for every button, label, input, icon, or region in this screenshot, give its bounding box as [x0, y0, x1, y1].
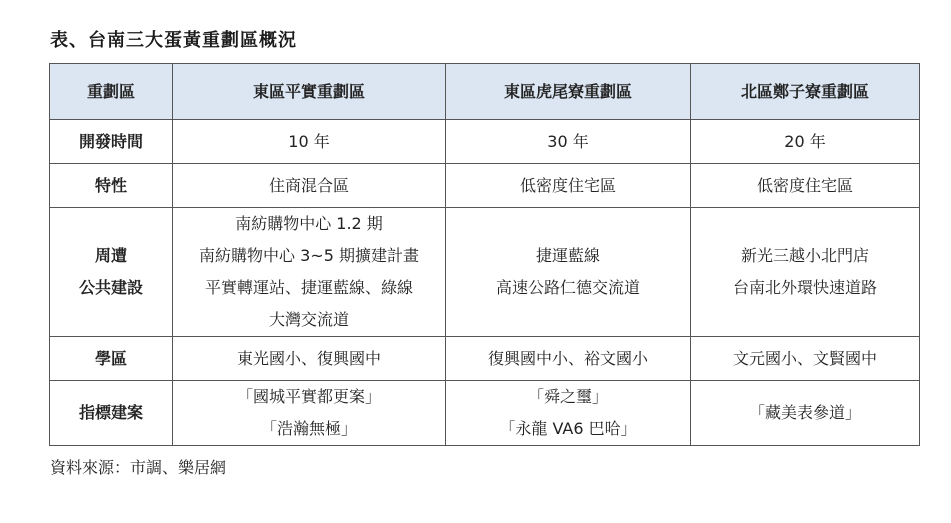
- table-cell: 「舜之璽」 「永龍 VA6 巴哈」: [446, 381, 691, 446]
- table-row: [50, 337, 920, 381]
- table-cell: 低密度住宅區: [446, 164, 691, 208]
- row-label-public-facilities: 周遭 公共建設: [50, 208, 173, 337]
- table-cell: 低密度住宅區: [691, 164, 920, 208]
- table-row: [50, 208, 920, 337]
- row-label-characteristics: 特性: [50, 164, 173, 208]
- table-cell: 復興國中小、裕文國小: [446, 337, 691, 381]
- table-header-row: [50, 64, 920, 120]
- row-label-landmark-projects: 指標建案: [50, 381, 173, 446]
- table-cell: 住商混合區: [173, 164, 446, 208]
- header-cell-zone: 重劃區: [50, 64, 173, 120]
- header-cell-pingshi: 東區平實重劃區: [173, 64, 446, 120]
- table-cell: 20 年: [691, 120, 920, 164]
- redevelopment-comparison-table: [49, 63, 920, 446]
- header-cell-huweiliao: 東區虎尾寮重劃區: [446, 64, 691, 120]
- table-row: [50, 120, 920, 164]
- table-cell: 30 年: [446, 120, 691, 164]
- table-cell: 「藏美表參道」: [691, 381, 920, 446]
- table-cell: 10 年: [173, 120, 446, 164]
- header-cell-zhengziliao: 北區鄭子寮重劃區: [691, 64, 920, 120]
- table-cell: 南紡購物中心 1.2 期 南紡購物中心 3~5 期擴建計畫 平實轉運站、捷運藍線、綠線 大灣交流道: [173, 208, 446, 337]
- table-row: [50, 381, 920, 446]
- table-cell: 捷運藍線 高速公路仁德交流道: [446, 208, 691, 337]
- row-label-school-district: 學區: [50, 337, 173, 381]
- row-label-development-time: 開發時間: [50, 120, 173, 164]
- data-source-note: 資料來源：市調、樂居網: [50, 458, 227, 477]
- table-cell: 新光三越小北門店 台南北外環快速道路: [691, 208, 920, 337]
- table-cell: 東光國小、復興國中: [173, 337, 446, 381]
- table-title: 表、台南三大蛋黃重劃區概況: [50, 30, 297, 51]
- table-cell: 「國城平實都更案」 「浩瀚無極」: [173, 381, 446, 446]
- table-row: [50, 164, 920, 208]
- table-cell: 文元國小、文賢國中: [691, 337, 920, 381]
